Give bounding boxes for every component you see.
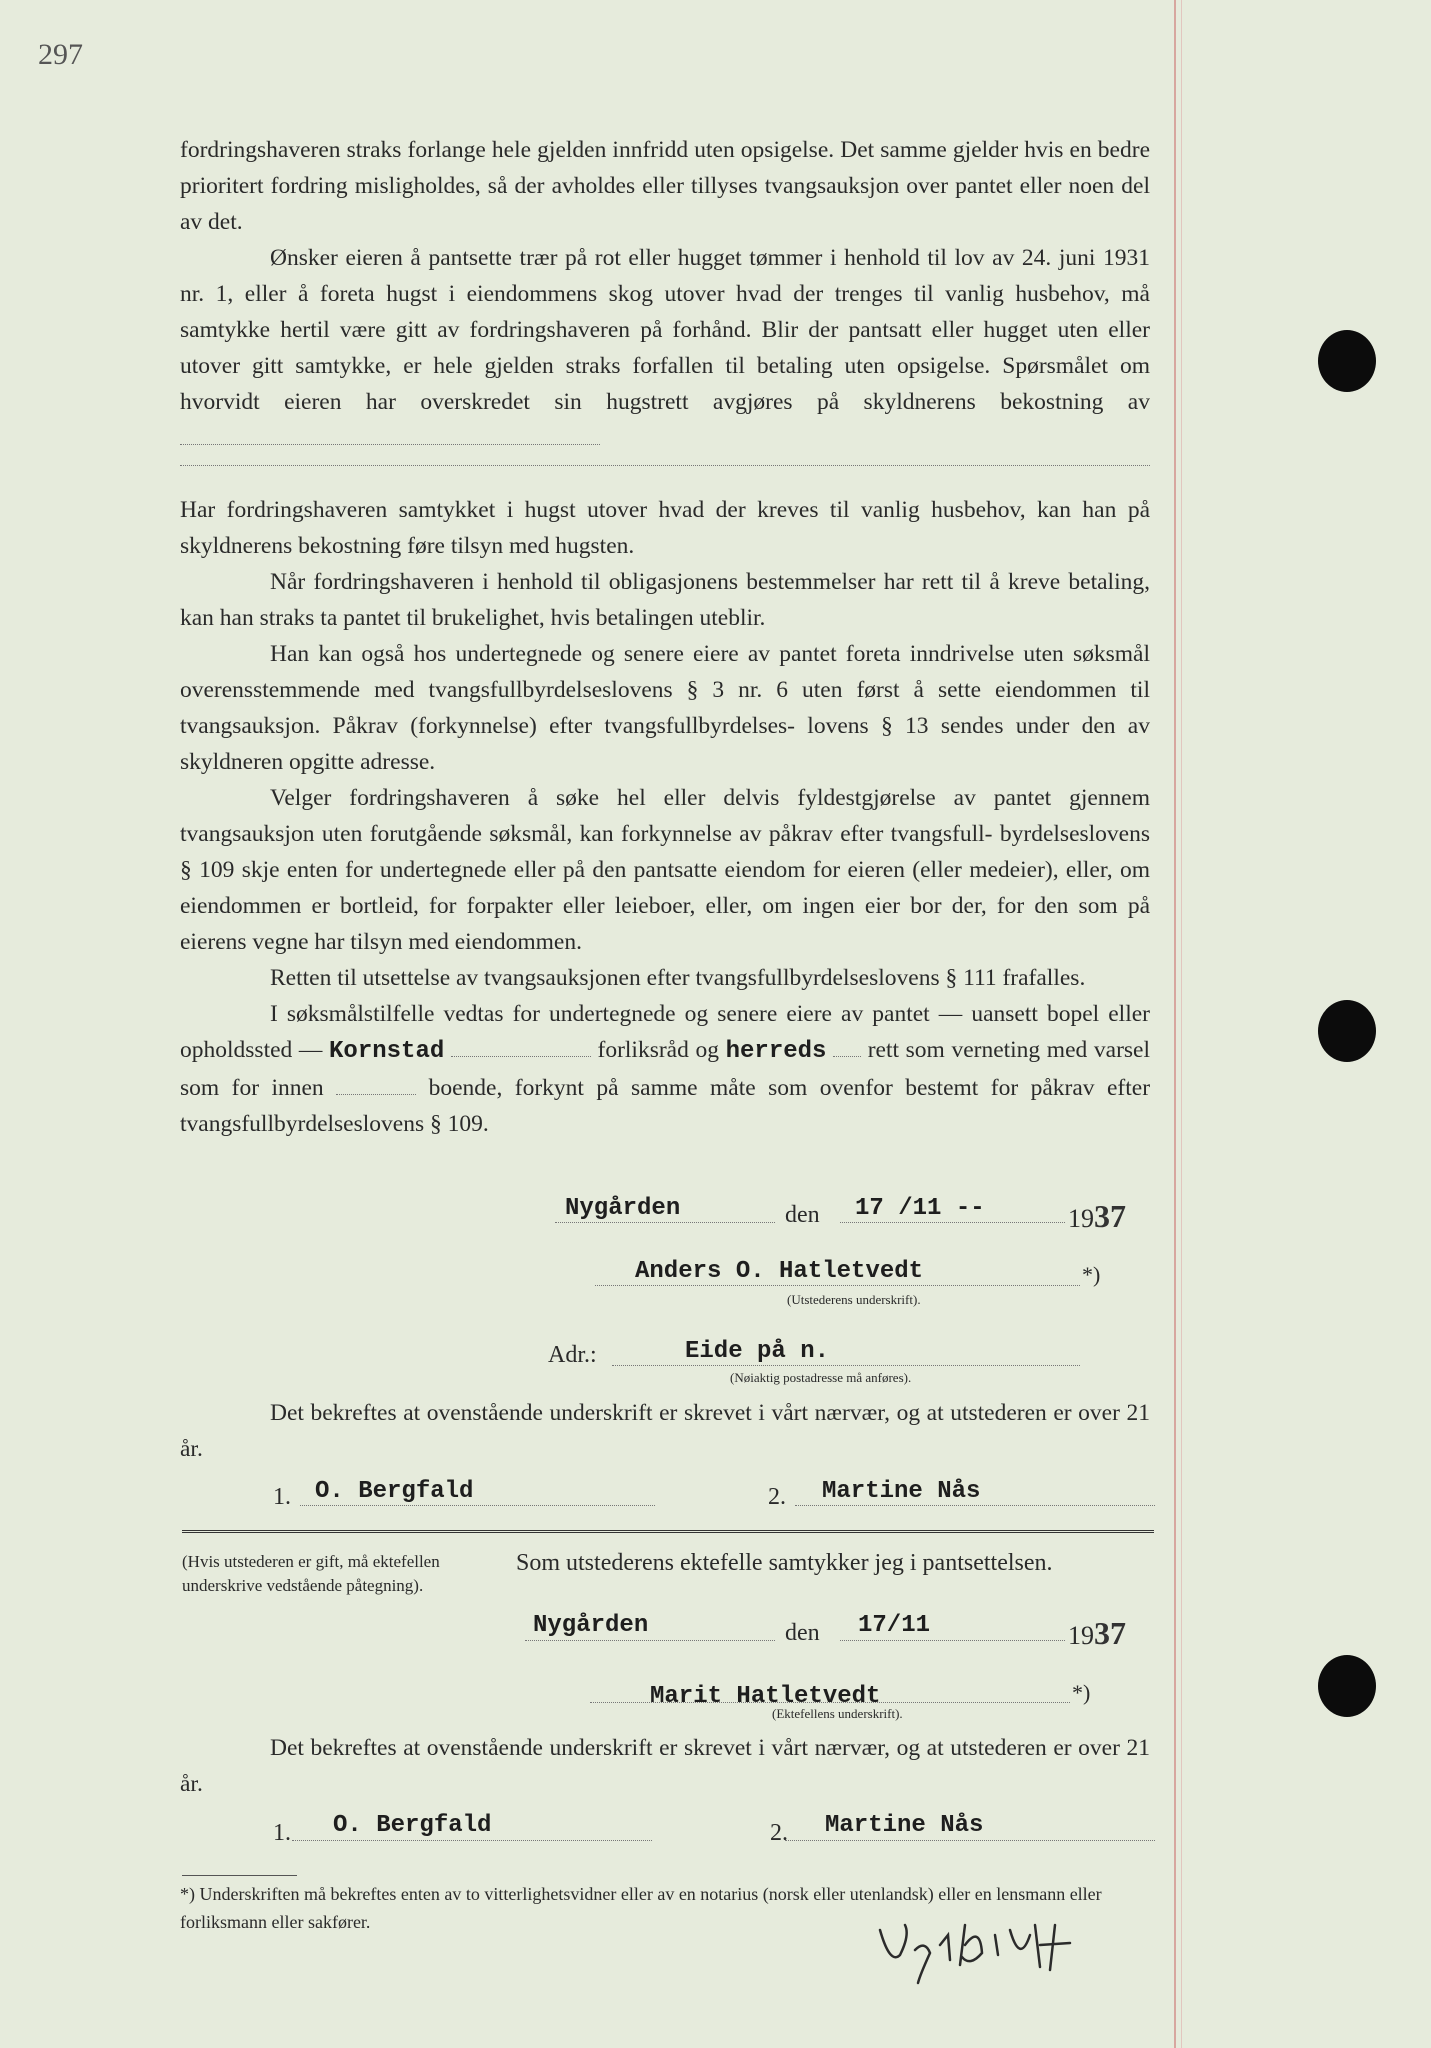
paragraph-enforcement: Han kan også hos undertegnede og senere eiere av pantet foreta inndrivelse uten søksmål overensstemmende med tvangsfullbyrdelseslovens § 3 nr. 6 uten først å sette eiendommen til tvangsauksjon. Påkrav (forkynnelse) efter tvangsfullbyrdelses- lovens § 13 sendes under den av skyldneren opgitte adresse.	[180, 641, 1150, 775]
spouse-signature-caption: (Ektefellens underskrift).	[772, 1706, 903, 1721]
paragraph-supervision: Har fordringshaveren samtykket i hugst utover hvad der kreves til vanlig husbehov, kan han på skyldnerens bekostning føre tilsyn med hugsten.	[180, 497, 1150, 559]
blank-line	[840, 1640, 1065, 1641]
blank-line	[840, 1222, 1065, 1223]
witness-statement-1	[180, 1395, 1150, 1467]
issuer-den-label: den	[785, 1202, 820, 1228]
spouse-den-label: den	[785, 1620, 820, 1646]
venue-court: herreds	[725, 1038, 827, 1065]
witness-statement-text: Det bekreftes at ovenstående underskrift er skrevet i vårt nærvær, og at utstederen er over 21 år.	[180, 1735, 1150, 1797]
witness-2-signature: Martine Nås	[825, 1812, 984, 1839]
handwritten-initials-icon	[870, 1905, 1100, 1985]
paragraph-venue	[180, 996, 1150, 1142]
punch-hole-icon	[1318, 1655, 1376, 1717]
blank-line	[795, 1505, 1155, 1506]
witness-1-number: 1.	[273, 1820, 291, 1846]
body-text-lower	[180, 492, 1150, 1142]
body-text-upper	[180, 132, 1150, 456]
paragraph-timber-clause	[180, 240, 1150, 456]
venue-place: Kornstad	[329, 1038, 445, 1065]
witness-2-number: 2.	[768, 1484, 786, 1510]
page-number: 297	[38, 38, 83, 71]
section-divider	[182, 1530, 1154, 1533]
address-label: Adr.:	[548, 1342, 597, 1368]
witness-2-signature: Martine Nås	[822, 1478, 981, 1505]
footnote-rule	[182, 1875, 297, 1876]
footnote: *) Underskriften må bekreftes enten av to vitterlighetsvidner eller av en notarius (norsk eller utenlandsk) eller en lensmann eller forliksmann eller sakfører.	[180, 1884, 1102, 1932]
spouse-signature: Marit Hatletvedt	[650, 1683, 881, 1710]
address-caption: (Nøiaktig postadresse må anføres).	[730, 1370, 912, 1385]
blank-line	[595, 1285, 1080, 1286]
witness-1-number: 1.	[273, 1484, 291, 1510]
paragraph-postponement: Retten til utsettelse av tvangsauksjonen efter tvangsfullbyrdelseslovens § 111 frafalles.	[270, 965, 1086, 991]
witness-statement-2	[180, 1730, 1150, 1802]
venue-text-3: rett som verneting med varsel som for innen	[180, 1037, 1151, 1101]
footnote-mark: *)	[1072, 1680, 1091, 1705]
paragraph-default-clause: fordringshaveren straks forlange hele gjelden innfridd uten opsigelse. Det samme gjelder hvis en bedre prioritert fordring misligholdes, så der avholdes eller tillyses tvangsauksjon over pantet eller noen del av det.	[180, 137, 1150, 235]
paragraph-payment: Når fordringshaveren i henhold til obligasjonens bestemmelser har rett til å kreve betaling, kan han straks ta pantet til brukelighet, hvis betalingen uteblir.	[180, 569, 1150, 631]
blank-field	[833, 1040, 861, 1057]
blank-field	[451, 1040, 591, 1057]
witness-1-signature: O. Bergfald	[315, 1478, 474, 1505]
issuer-signature-caption: (Utstederens underskrift).	[787, 1292, 921, 1307]
blank-line	[785, 1840, 1155, 1841]
blank-line	[590, 1702, 1070, 1703]
blank-field	[180, 428, 600, 445]
issuer-date: 17 /11 --	[855, 1195, 985, 1222]
witness-statement-text: Det bekreftes at ovenstående underskrift er skrevet i vårt nærvær, og at utstederen er over 21 år.	[180, 1400, 1150, 1462]
margin-line-secondary	[1181, 0, 1182, 2048]
margin-line	[1174, 0, 1176, 2048]
witness-2-number: 2.	[770, 1820, 788, 1846]
year-suffix: 37	[1094, 1198, 1126, 1234]
spouse-side-note: (Hvis utstederen er gift, må ektefellen underskrive vedstående påtegning).	[182, 1552, 440, 1595]
blank-line	[525, 1640, 775, 1641]
footnote-mark: *)	[1082, 1262, 1101, 1287]
venue-text-1: I søksmålstilfelle vedtas for undertegnede og senere eiere av pantet — uansett bopel eller opholdssted —	[180, 1001, 1150, 1063]
blank-line	[292, 1840, 652, 1841]
spouse-consent: Som utstederens ektefelle samtykker jeg i pantsettelsen.	[516, 1550, 1053, 1576]
issuer-signature: Anders O. Hatletvedt	[635, 1258, 924, 1285]
paragraph-timber-text: Ønsker eieren å pantsette trær på rot eller hugget tømmer i henhold til lov av 24. juni 1931 nr. 1, eller å foreta hugst i eiendommens skog utover hvad der trenges til vanlig husbehov, må samtykke hertil være gitt av fordringshaveren på forhånd. Blir der pantsatt eller hugget uten eller utover gitt samtykke, er hele gjelden straks forfallen til betaling uten opsigelse. Spørsmålet om hvorvidt eieren har overskredet sin hugstrett avgjøres på skyldnerens bekostning av	[180, 245, 1150, 415]
punch-hole-icon	[1318, 1000, 1376, 1062]
blank-line	[555, 1222, 775, 1223]
spouse-year	[1068, 1615, 1126, 1652]
blank-line	[180, 465, 1150, 466]
punch-hole-icon	[1318, 330, 1376, 392]
spouse-date: 17/11	[858, 1612, 931, 1639]
year-prefix: 19	[1068, 1621, 1094, 1650]
blank-line	[612, 1365, 1080, 1366]
issuer-place: Nygården	[565, 1195, 681, 1222]
venue-text-4: boende, forkynt på samme måte som ovenfor bestemt for påkrav efter tvangsfullbyrdelseslovens § 109.	[180, 1075, 1151, 1137]
blank-field	[336, 1078, 416, 1095]
issuer-address: Eide på n.	[685, 1338, 830, 1365]
issuer-year	[1068, 1198, 1126, 1235]
year-prefix: 19	[1068, 1204, 1094, 1233]
witness-1-signature: O. Bergfald	[333, 1812, 492, 1839]
year-suffix: 37	[1094, 1615, 1126, 1651]
venue-text-2: forliksråd og	[597, 1037, 719, 1063]
spouse-place: Nygården	[533, 1612, 649, 1639]
blank-line	[300, 1505, 655, 1506]
paragraph-auction: Velger fordringshaveren å søke hel eller delvis fyldestgjørelse av pantet gjennem tvangsauksjon uten forutgående søksmål, kan forkynnelse av påkrav efter tvangsfull- byrdelseslovens § 109 skje enten for undertegnede eller på den pantsatte eiendom for eieren (eller medeier), eller, om eiendommen er bortleid, for forpakter eller leieboer, eller, om ingen eier bor der, for den som på eierens vegne har tilsyn med eiendommen.	[180, 785, 1150, 955]
